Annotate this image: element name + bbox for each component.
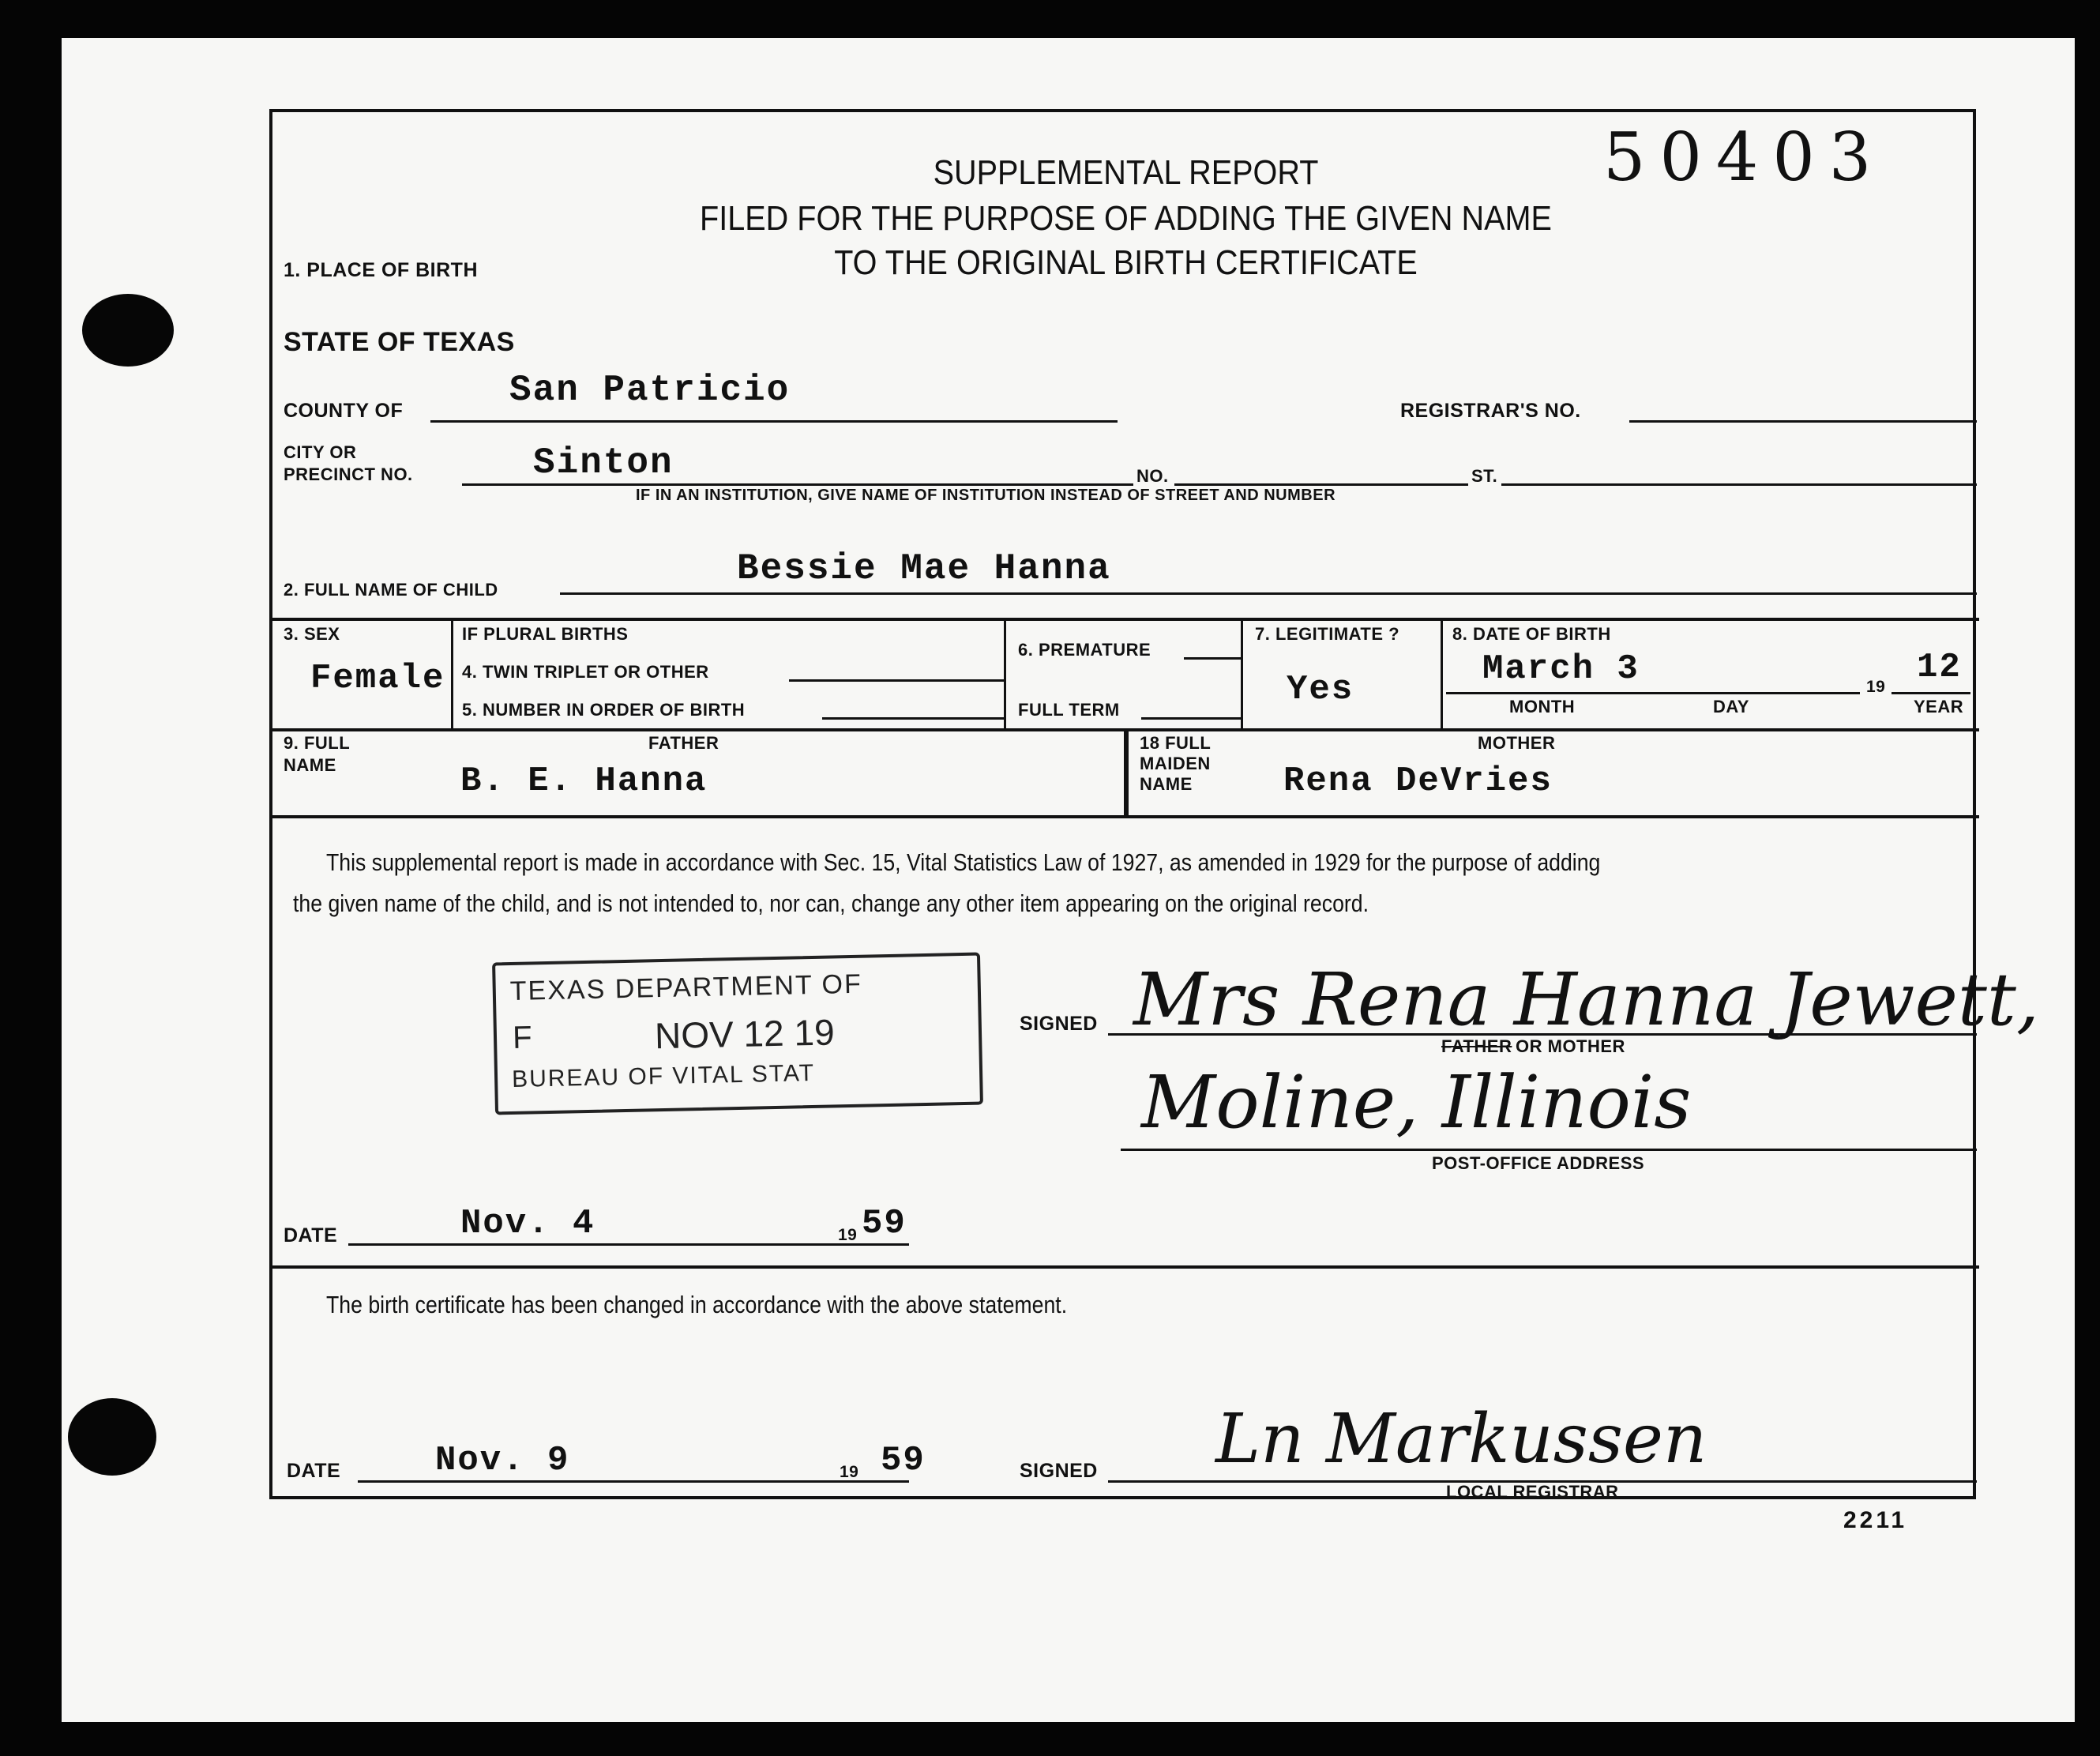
- dob-month-label: MONTH: [1509, 697, 1576, 716]
- institution-note: IF IN AN INSTITUTION, GIVE NAME OF INSTITUTION INSTEAD OF STREET AND NUMBER: [636, 487, 1336, 504]
- father-num-label: 9. FULL: [284, 733, 351, 753]
- parent-signature: Mrs Rena Hanna Jewett,: [1133, 957, 2040, 1042]
- form-title-line1: SUPPLEMENTAL REPORT: [933, 153, 1319, 192]
- child-name-label: 2. FULL NAME OF CHILD: [284, 580, 498, 600]
- statement-line1: This supplemental report is made in accordance with Sec. 15, Vital Statistics Law of 1927, as amended in 1929 for the purpose of adding: [326, 848, 1601, 876]
- mother-num-label: 18 FULL: [1140, 733, 1212, 753]
- punch-hole-bottom: [68, 1398, 156, 1476]
- street-label: ST.: [1471, 466, 1498, 486]
- date2-year: 59: [881, 1441, 926, 1480]
- father-header: FATHER: [648, 733, 719, 753]
- registrar-signature: Ln Markussen: [1215, 1400, 1707, 1479]
- county-label: COUNTY OF: [284, 400, 404, 422]
- divider-legit-dob: [1441, 618, 1443, 728]
- dob-year-value: 12: [1917, 648, 1962, 687]
- footer-number: 2211: [1843, 1507, 1908, 1533]
- registrars-no-line: [1629, 420, 1977, 423]
- city-label-line2: PRECINCT NO.: [284, 464, 413, 484]
- divider-sex-plural: [451, 618, 453, 728]
- father-name-value: B. E. Hanna: [460, 761, 708, 801]
- full-term-label: FULL TERM: [1018, 700, 1120, 720]
- city-value: Sinton: [533, 442, 674, 483]
- county-line: [430, 420, 1118, 423]
- child-name-value: Bessie Mae Hanna: [737, 548, 1111, 589]
- dob-line: [1446, 692, 1860, 694]
- date2-label: DATE: [287, 1460, 341, 1482]
- date2-century: 19: [840, 1463, 859, 1481]
- form-title-line3: TO THE ORIGINAL BIRTH CERTIFICATE: [834, 243, 1418, 282]
- row-sex-top-border: [272, 618, 1979, 621]
- date2-value: Nov. 9: [435, 1441, 570, 1480]
- child-name-line: [560, 592, 1977, 595]
- father-name-label: NAME: [284, 755, 336, 775]
- form-title-line2: FILED FOR THE PURPOSE OF ADDING THE GIVEN NAME: [700, 199, 1552, 238]
- dob-year-label: YEAR: [1914, 697, 1964, 716]
- or-mother-label: OR MOTHER: [1516, 1036, 1625, 1056]
- punch-hole-top: [82, 294, 174, 367]
- dob-day-label: DAY: [1713, 697, 1749, 716]
- address-line: [1121, 1149, 1977, 1151]
- registrars-no-label: REGISTRAR'S NO.: [1400, 400, 1581, 422]
- birth-certificate-form: [269, 109, 2040, 1502]
- date1-year: 59: [862, 1204, 907, 1243]
- statement-line2: the given name of the child, and is not intended to, nor can, change any other item appearing on the original record.: [293, 889, 1369, 917]
- state-label: STATE OF TEXAS: [284, 327, 515, 357]
- dob-year-line: [1892, 692, 1970, 694]
- premature-label: 6. PREMATURE: [1018, 640, 1151, 660]
- city-label-line1: CITY OR: [284, 442, 357, 462]
- signed-label-registrar: SIGNED: [1020, 1460, 1098, 1482]
- street-line: [1501, 483, 1977, 486]
- divider-plural-term: [1004, 618, 1006, 728]
- legitimate-label: 7. LEGITIMATE ?: [1255, 624, 1400, 644]
- date-of-birth-label: 8. DATE OF BIRTH: [1452, 624, 1611, 644]
- date1-value: Nov. 4: [460, 1204, 595, 1243]
- stamp-line3: BUREAU OF VITAL STAT: [511, 1059, 816, 1092]
- registrar-section-border: [272, 1265, 1979, 1269]
- dob-month-day-value: March 3: [1482, 649, 1640, 689]
- street-no-line: [1174, 483, 1468, 486]
- received-stamp: [492, 953, 983, 1115]
- twin-triplet-line: [789, 679, 1004, 682]
- mother-name-label: NAME: [1140, 774, 1193, 794]
- post-office-label: POST-OFFICE ADDRESS: [1432, 1153, 1645, 1173]
- dob-century-label: 19: [1866, 678, 1886, 696]
- father-struck-label: FATHER: [1441, 1036, 1512, 1056]
- plural-births-header: IF PLURAL BIRTHS: [462, 624, 629, 644]
- street-no-label: NO.: [1136, 466, 1169, 486]
- signed-label-parent: SIGNED: [1020, 1013, 1098, 1035]
- address-handwritten: Moline, Illinois: [1141, 1060, 1692, 1145]
- date1-line: [348, 1243, 909, 1246]
- order-of-birth-line: [822, 717, 1004, 720]
- certificate-number: 50403: [1603, 118, 1886, 196]
- full-term-line: [1141, 717, 1241, 720]
- stamp-date: NOV 12 19: [654, 1011, 836, 1057]
- city-line: [462, 483, 1133, 486]
- legitimate-value: Yes: [1287, 670, 1354, 709]
- changed-statement: The birth certificate has been changed in accordance with the above statement.: [326, 1291, 1068, 1318]
- sex-value: Female: [310, 659, 445, 698]
- stamp-line1: TEXAS DEPARTMENT OF: [509, 968, 863, 1007]
- premature-line: [1184, 657, 1241, 660]
- place-of-birth-label: 1. PLACE OF BIRTH: [284, 259, 479, 281]
- date2-line: [358, 1480, 909, 1483]
- row-parents-bottom-border: [272, 815, 1979, 818]
- date1-century: 19: [838, 1226, 858, 1244]
- stamp-line2-prefix: F: [512, 1020, 532, 1055]
- mother-maiden-label: MAIDEN: [1140, 754, 1211, 773]
- divider-father-mother: [1124, 728, 1129, 815]
- local-registrar-label: LOCAL REGISTRAR: [1446, 1482, 1619, 1502]
- mother-header: MOTHER: [1478, 733, 1556, 753]
- divider-term-legit: [1241, 618, 1243, 728]
- sex-label: 3. SEX: [284, 624, 340, 644]
- twin-triplet-label: 4. TWIN TRIPLET OR OTHER: [462, 662, 709, 682]
- county-value: San Patricio: [509, 370, 791, 411]
- mother-name-value: Rena DeVries: [1283, 761, 1553, 801]
- date1-label: DATE: [284, 1224, 338, 1246]
- order-of-birth-label: 5. NUMBER IN ORDER OF BIRTH: [462, 700, 746, 720]
